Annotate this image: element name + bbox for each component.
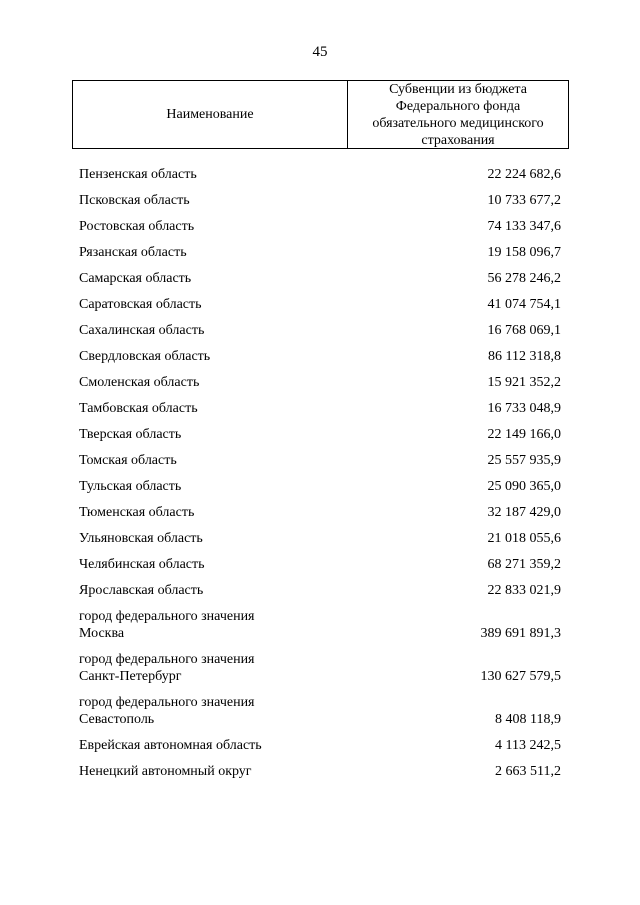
column-header-subvention: Субвенции из бюджета Федерального фонда обязательного медицинского страхования <box>372 81 544 148</box>
subvention-amount: 389 691 891,3 <box>480 626 561 641</box>
subvention-amount: 22 833 021,9 <box>487 583 561 598</box>
table-row <box>79 530 561 547</box>
page-number: 45 <box>312 44 328 60</box>
table-row <box>79 763 561 780</box>
region-name: Самарская область <box>79 271 192 286</box>
region-name: Ненецкий автономный округ <box>79 764 252 779</box>
subvention-amount: 68 271 359,2 <box>487 557 561 572</box>
table-row <box>79 478 561 495</box>
table-row <box>79 192 561 209</box>
table-row <box>79 608 561 642</box>
region-name: Ульяновская область <box>79 531 203 546</box>
table-row <box>79 244 561 261</box>
subvention-amount: 19 158 096,7 <box>487 245 561 260</box>
table-row <box>79 400 561 417</box>
table-row <box>79 166 561 183</box>
region-name: город федерального значения Севастополь <box>79 695 255 727</box>
region-name: город федерального значения Москва <box>79 609 255 641</box>
region-name: Смоленская область <box>79 375 200 390</box>
region-name: Тульская область <box>79 479 182 494</box>
subvention-amount: 41 074 754,1 <box>487 297 561 312</box>
region-name: Тамбовская область <box>79 401 198 416</box>
table-row <box>79 651 561 685</box>
region-name: Тюменская область <box>79 505 195 520</box>
table-row <box>79 270 561 287</box>
region-name: Томская область <box>79 453 177 468</box>
table-row <box>79 426 561 443</box>
table-body <box>79 166 561 789</box>
region-name: Тверская область <box>79 427 182 442</box>
subvention-amount: 21 018 055,6 <box>487 531 561 546</box>
region-name: Ярославская область <box>79 583 204 598</box>
table-row <box>79 582 561 599</box>
subvention-amount: 16 733 048,9 <box>487 401 561 416</box>
region-name: Саратовская область <box>79 297 202 312</box>
table-row <box>79 322 561 339</box>
subvention-amount: 22 224 682,6 <box>487 167 561 182</box>
table-row <box>79 504 561 521</box>
table-row <box>79 452 561 469</box>
table-row <box>79 556 561 573</box>
table-row <box>79 374 561 391</box>
subvention-amount: 86 112 318,8 <box>488 349 561 364</box>
region-name: Пензенская область <box>79 167 197 182</box>
table-row <box>79 348 561 365</box>
subvention-amount: 74 133 347,6 <box>487 219 561 234</box>
subvention-amount: 56 278 246,2 <box>487 271 561 286</box>
region-name: город федерального значения Санкт-Петербург <box>79 652 255 684</box>
region-name: Свердловская область <box>79 349 211 364</box>
subvention-amount: 2 663 511,2 <box>495 764 561 779</box>
region-name: Псковская область <box>79 193 190 208</box>
subvention-amount: 15 921 352,2 <box>487 375 561 390</box>
region-name: Ростовская область <box>79 219 195 234</box>
subvention-amount: 25 557 935,9 <box>487 453 561 468</box>
table-header <box>72 80 569 149</box>
region-name: Челябинская область <box>79 557 205 572</box>
subvention-amount: 25 090 365,0 <box>487 479 561 494</box>
column-header-name: Наименование <box>73 81 348 148</box>
table-row <box>79 737 561 754</box>
region-name: Еврейская автономная область <box>79 738 262 753</box>
subvention-amount: 16 768 069,1 <box>487 323 561 338</box>
region-name: Сахалинская область <box>79 323 205 338</box>
table-row <box>79 218 561 235</box>
subvention-amount: 32 187 429,0 <box>487 505 561 520</box>
table-row <box>79 694 561 728</box>
region-name: Рязанская область <box>79 245 187 260</box>
table-row <box>79 296 561 313</box>
subvention-amount: 4 113 242,5 <box>495 738 561 753</box>
subvention-amount: 22 149 166,0 <box>487 427 561 442</box>
subvention-amount: 10 733 677,2 <box>487 193 561 208</box>
subvention-amount: 8 408 118,9 <box>495 712 561 727</box>
subvention-amount: 130 627 579,5 <box>480 669 561 684</box>
